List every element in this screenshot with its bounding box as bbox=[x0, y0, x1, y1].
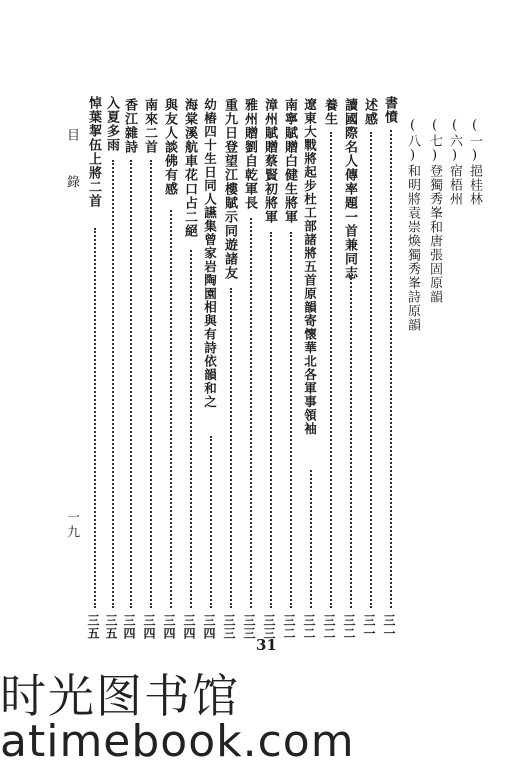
sub-entry-3: (七)登獨秀峯和唐張固原韻 bbox=[427, 118, 442, 304]
toc-page: 三二 bbox=[322, 614, 336, 640]
toc-leader bbox=[330, 132, 332, 608]
toc-leader bbox=[230, 288, 232, 608]
toc-title: 與友人談佛有感 bbox=[162, 98, 177, 196]
toc-title: 入夏多雨 bbox=[104, 96, 119, 152]
toc-title: 書憤 bbox=[382, 96, 397, 124]
toc-leader bbox=[350, 275, 352, 608]
toc-page: 三三 bbox=[242, 614, 256, 640]
toc-title: 遼東大戰將起步杜工部諸將五首原韻寄懷華北各軍事領袖 bbox=[302, 98, 318, 436]
toc-leader bbox=[130, 160, 132, 608]
toc-page: 三四 bbox=[162, 614, 176, 640]
toc-title: 雅州贈劉自乾軍長 bbox=[242, 98, 257, 210]
toc-title: 海棠溪航車花口占二絕 bbox=[182, 98, 197, 238]
toc-page: 三三 bbox=[262, 614, 276, 640]
toc-title: 讀國際名人傳率題一首兼同志 bbox=[342, 98, 357, 280]
toc-page: 三二 bbox=[282, 614, 296, 640]
toc-page: 三五 bbox=[86, 614, 100, 640]
toc-leader bbox=[310, 470, 312, 608]
toc-leader bbox=[210, 436, 212, 608]
toc-leader bbox=[112, 160, 114, 608]
toc-leader bbox=[250, 218, 252, 608]
toc-page: 三四 bbox=[142, 614, 156, 640]
watermark-chinese: 时光图书馆 bbox=[0, 669, 240, 723]
toc-page: 三二 bbox=[342, 614, 356, 640]
toc-title: 南寧賦贈白健生將軍 bbox=[282, 98, 297, 224]
toc-leader bbox=[290, 232, 292, 608]
toc-title: 香江雜詩 bbox=[122, 98, 137, 154]
toc-title: 重九日登望江樓賦示同遊諸友 bbox=[222, 98, 237, 280]
toc-leader bbox=[170, 210, 172, 608]
toc-page: 三一 bbox=[362, 614, 376, 640]
watermark-url: atimebook.com bbox=[0, 716, 355, 767]
toc-page: 三四 bbox=[202, 614, 216, 640]
toc-leader bbox=[94, 228, 96, 608]
toc-title: 幼樁四十生日同人讌集曾家岩陶園相與有詩依韻和之 bbox=[202, 98, 218, 409]
toc-page: 三三 bbox=[222, 614, 236, 640]
toc-title: 漳州賦贈蔡賢初將軍 bbox=[262, 98, 277, 224]
toc-page: 三四 bbox=[122, 614, 136, 640]
section-header: 目錄 bbox=[64, 128, 79, 222]
toc-page: 三五 bbox=[104, 614, 118, 640]
sub-entry-1: (一)挹桂林 bbox=[467, 118, 482, 206]
toc-leader bbox=[190, 250, 192, 608]
toc-leader bbox=[270, 232, 272, 608]
toc-page: 三四 bbox=[182, 614, 196, 640]
toc-title: 南來二首 bbox=[142, 98, 157, 154]
toc-title: 養生 bbox=[322, 98, 337, 126]
toc-leader bbox=[390, 130, 392, 608]
sub-entry-2: (六)宿梧州 bbox=[447, 118, 462, 206]
toc-page: 三一 bbox=[382, 614, 396, 640]
toc-leader bbox=[150, 160, 152, 608]
sub-entry-4: (八)和明將袁崇煥獨秀峯詩原韻 bbox=[405, 118, 420, 332]
toc-page: 三二 bbox=[302, 614, 316, 640]
toc-leader bbox=[370, 132, 372, 608]
page-number: 31 bbox=[256, 636, 277, 654]
toc-title: 述感 bbox=[362, 98, 377, 126]
toc-title: 悼葉挈伍上將二首 bbox=[86, 96, 101, 208]
page-number-chinese: 一九 bbox=[64, 510, 79, 540]
